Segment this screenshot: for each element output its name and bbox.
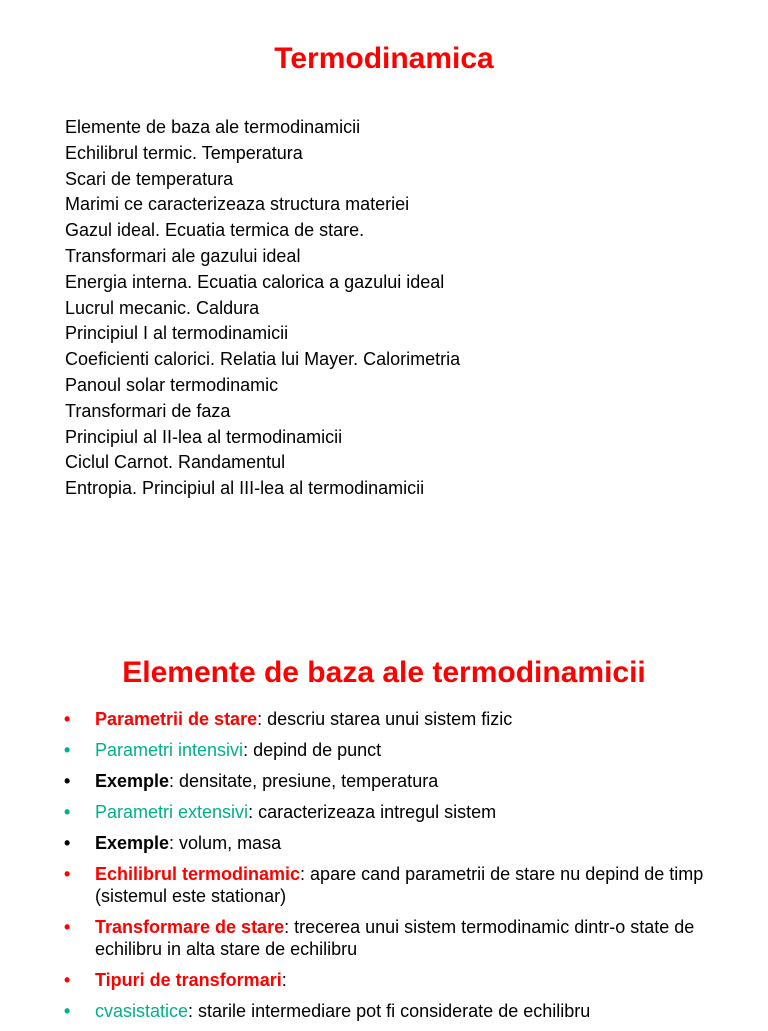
contents-list (65, 115, 460, 502)
contents-item: Marimi ce caracterizeaza structura materiei (65, 194, 410, 215)
contents-item: Lucrul mecanic. Caldura (65, 297, 260, 318)
bullet-item (64, 708, 724, 730)
bullet-item (64, 770, 724, 792)
slide-title: Termodinamica (274, 42, 494, 75)
contents-item: Elemente de baza ale termodinamicii (65, 117, 361, 137)
contents-item: Scari de temperatura (65, 168, 234, 189)
bullet-icon: • (64, 864, 71, 884)
bullet-item (64, 1000, 724, 1022)
bullet-term: Parametri intensivi (95, 740, 244, 760)
bullet-item (64, 801, 724, 823)
bullet-text: : densitate, presiune, temperatura (169, 771, 439, 791)
bullet-icon: • (64, 917, 71, 937)
bullet-icon: • (64, 802, 71, 822)
bullet-text: : trecerea unui sistem termodinamic dintr-o state de echilibru in alta stare de echilibru (95, 917, 695, 959)
bullet-term: Tipuri de transformari (95, 970, 282, 990)
slide-basics (0, 640, 768, 1024)
bullet-text: : starile intermediare pot fi considerate de echilibru (188, 1001, 591, 1021)
contents-item: Gazul ideal. Ecuatia termica de stare. (65, 220, 365, 241)
bullet-icon: • (64, 771, 71, 791)
contents-item: Entropia. Principiul al III-lea al termodinamicii (65, 478, 425, 499)
bullet-term: Echilibrul termodinamic (95, 864, 301, 884)
contents-item: Panoul solar termodinamic (65, 374, 279, 395)
bullet-text: : (281, 970, 287, 990)
bullet-item (64, 916, 724, 960)
bullet-item (64, 739, 724, 761)
bullet-item (64, 832, 724, 854)
bullet-icon: • (64, 709, 71, 729)
contents-item: Transformari ale gazului ideal (65, 245, 301, 266)
bullet-icon: • (64, 1001, 71, 1021)
bullet-icon: • (64, 740, 71, 760)
contents-item: Transformari de faza (65, 400, 231, 421)
contents-item: Principiul al II-lea al termodinamicii (65, 426, 343, 447)
contents-item: Energia interna. Ecuatia calorica a gazului ideal (65, 271, 445, 292)
bullet-list (64, 708, 724, 1031)
bullet-item (64, 969, 724, 991)
bullet-icon: • (64, 970, 71, 990)
bullet-term: Exemple (95, 771, 170, 791)
bullet-text: : depind de punct (243, 740, 382, 760)
bullet-item (64, 863, 724, 907)
bullet-text: : apare cand parametrii de stare nu depind de timp (sistemul este stationar) (95, 864, 704, 906)
bullet-term: Parametrii de stare (95, 709, 258, 729)
bullet-term: cvasistatice (95, 1001, 189, 1021)
bullet-term: Transformare de stare (95, 917, 285, 937)
slide-title: Elemente de baza ale termodinamicii (122, 656, 646, 689)
bullet-text: : volum, masa (169, 833, 282, 853)
bullet-text: : descriu starea unui sistem fizic (257, 709, 513, 729)
contents-item: Coeficienti calorici. Relatia lui Mayer. Calorimetria (65, 349, 461, 370)
bullet-term: Exemple (95, 833, 170, 853)
bullet-icon: • (64, 833, 71, 853)
contents-item: Principiul I al termodinamicii (65, 323, 289, 344)
contents-item: Echilibrul termic. Temperatura (65, 142, 303, 163)
bullet-text: : caracterizeaza intregul sistem (248, 802, 497, 822)
contents-item: Ciclul Carnot. Randamentul (65, 452, 286, 473)
bullet-term: Parametri extensivi (95, 802, 249, 822)
